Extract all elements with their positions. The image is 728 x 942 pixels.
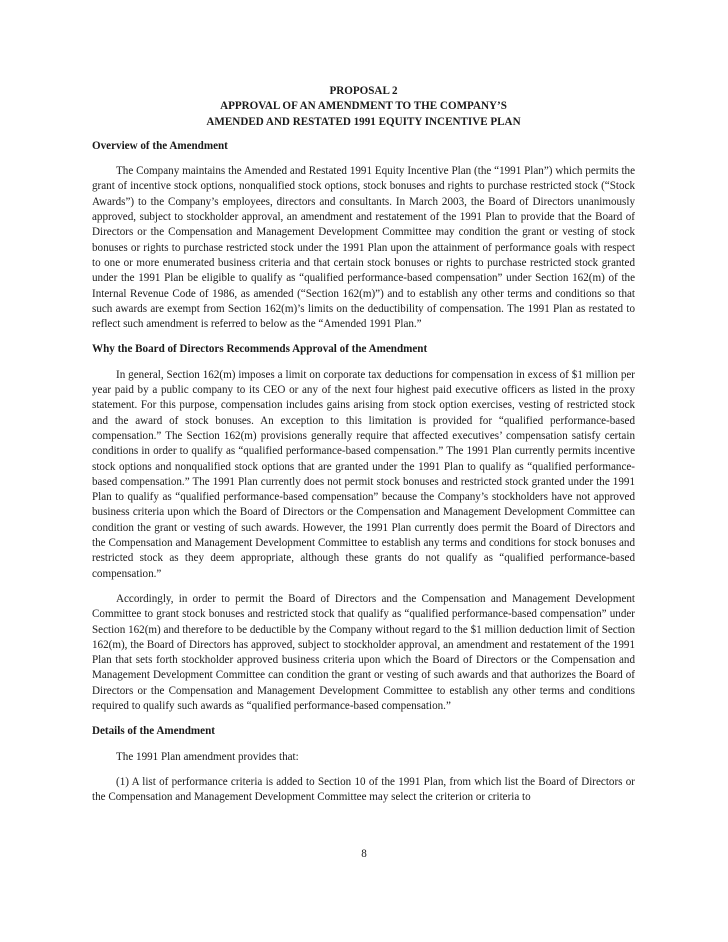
- paragraph: In general, Section 162(m) imposes a limit on corporate tax deductions for compensation in excess of $1 million per year paid by a public company to its CEO or any of the next four highest paid executive officers as listed in the proxy statement. For this purpose, compensation includes gains arising from stock option exercises, vesting of restricted stock and the award of stock bonuses. An exception to this limitation is provided for “qualified performance-based compensation.” The Section 162(m) provisions generally require that affected executives’ compensation satisfy certain conditions in order to qualify as “qualified performance-based compensation.” The 1991 Plan currently permits incentive stock options and nonqualified stock options that are granted under the 1991 Plan to qualify as “qualified performance-based compensation.” The 1991 Plan currently does not permit stock bonuses and restricted stock granted under the 1991 Plan to qualify as “qualified performance-based compensation” because the Company’s stockholders have not approved business criteria upon which the Board of Directors or the Compensation and Management Development Committee can condition the grant or vesting of such awards. However, the 1991 Plan currently does permit the Board of Directors and the Compensation and Management Development Committee to establish any terms and conditions for stock bonuses and restricted stock as they deem appropriate, although these grants do not qualify as “qualified performance-based compensation.”: [92, 368, 635, 580]
- document-page: [92, 84, 635, 815]
- paragraph: The Company maintains the Amended and Restated 1991 Equity Incentive Plan (the “1991 Plan”) which permits the grant of incentive stock options, nonqualified stock options, stock bonuses and rights to purchase restricted stock (“Stock Awards”) to the Company’s employees, directors and consultants. In March 2003, the Board of Directors unanimously approved, subject to stockholder approval, an amendment and restatement of the 1991 Plan to provide that the Board of Directors or the Compensation and Management Development Committee may condition the grant or vesting of stock bonuses or rights to purchase restricted stock under the 1991 Plan upon the attainment of performance goals with respect to one or more enumerated business criteria and that certain stock bonuses or rights to purchase restricted stock granted under the 1991 Plan be eligible to qualify as “qualified performance-based compensation” under Section 162(m) of the Internal Revenue Code of 1986, as amended (“Section 162(m)”) and to establish any other terms and conditions so that such awards are exempt from Section 162(m)’s limits on the deductibility of compensation. The 1991 Plan as restated to reflect such amendment is referred to below as the “Amended 1991 Plan.”: [92, 165, 635, 331]
- paragraph: Accordingly, in order to permit the Board of Directors and the Compensation and Management Development Committee to grant stock bonuses and restricted stock that qualify as “qualified performance-based compensation” under Section 162(m) and therefore to be deductible by the Company without regard to the $1 million deduction limit of Section 162(m), the Board of Directors has approved, subject to stockholder approval, an amendment and restatement of the 1991 Plan that sets forth stockholder approved business criteria upon which the Board of Directors or the Compensation and Management Development Committee can condition the grant or vesting of such awards and that authorizes the Board of Directors or the Compensation and Management Development Committee to establish any other terms and conditions required to qualify such awards as “qualified performance-based compensation.”: [92, 592, 635, 712]
- page-number: 8: [361, 848, 367, 860]
- title-line-1: PROPOSAL 2: [329, 85, 398, 97]
- section-heading-why: Why the Board of Directors Recommends Approval of the Amendment: [92, 343, 428, 356]
- section-details: [92, 724, 635, 805]
- section-overview: [92, 139, 635, 333]
- section-why: [92, 342, 635, 714]
- paragraph: The 1991 Plan amendment provides that:: [116, 750, 299, 763]
- proposal-title: [92, 84, 635, 130]
- section-heading-overview: Overview of the Amendment: [92, 139, 228, 152]
- paragraph: (1) A list of performance criteria is added to Section 10 of the 1991 Plan, from which list the Board of Directors or the Compensation and Management Development Committee may select the criterion or criteria to: [92, 775, 635, 804]
- title-line-3: AMENDED AND RESTATED 1991 EQUITY INCENTIVE PLAN: [206, 115, 521, 128]
- title-line-2: APPROVAL OF AN AMENDMENT TO THE COMPANY’S: [220, 100, 507, 113]
- section-heading-details: Details of the Amendment: [92, 725, 215, 738]
